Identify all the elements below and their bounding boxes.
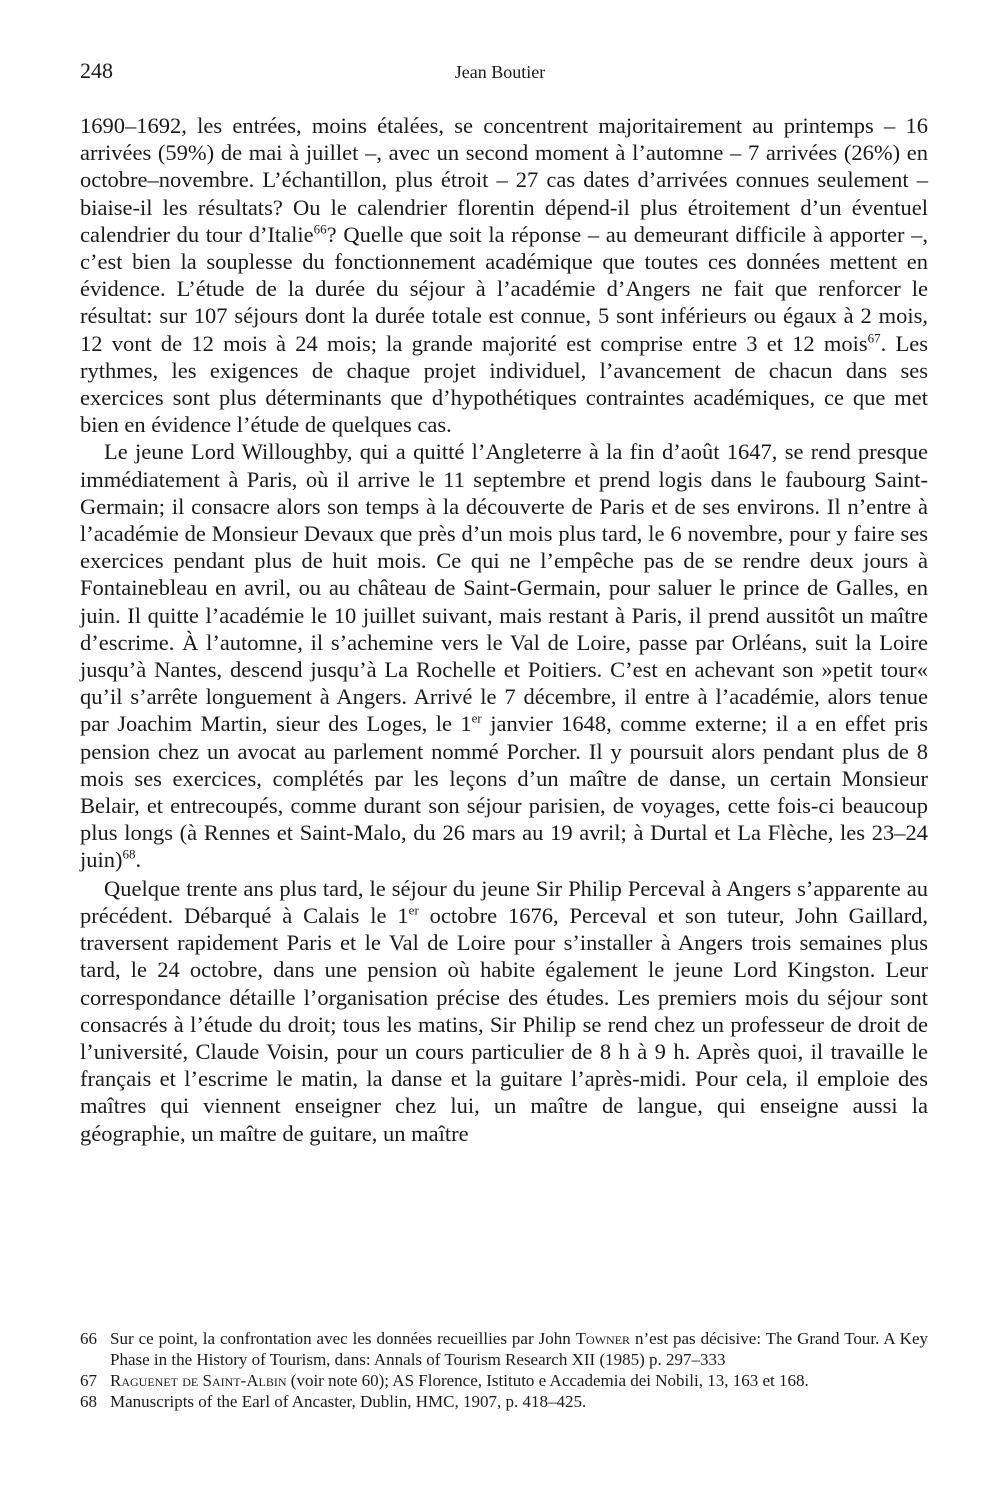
text-run: . Les rythmes, les exigences de chaque projet individuel, l’avancement de chacun dans ses exercices sont plus déterminants que d’hypothétiques contraintes académiques, ce que met bien en évidence l’étude de quelques cas. (80, 330, 928, 438)
paragraph-3 (80, 875, 928, 1147)
author-name: Raguenet de Saint-Albin (110, 1371, 287, 1390)
text-run: janvier 1648, comme externe; il a en effet pris pension chez un avocat au parlement nommé Porcher. Il y poursuit alors pendant plus de 8 mois ses exercices, complétés par les leçons d’un maître de danse, un certain Monsieur Belair, et entrecoupés, comme durant son séjour parisien, de voyages, cette fois-ci beaucoup plus longs (à Rennes et Saint-Malo, du 26 mars au 19 avril; à Durtal et La Flèche, les 23–24 juin) (80, 711, 928, 873)
text-run: Sur ce point, la confrontation avec les données recueillies par John (110, 1329, 576, 1348)
note-reference: 66 (313, 221, 327, 237)
note-reference: 68 (122, 846, 136, 862)
footnote-text (110, 1370, 928, 1391)
text-run: 1690–1692, les entrées, moins étalées, se concentrent majoritairement au printemps – 16 arrivées (59%) de mai à juillet –, avec un second moment à l’automne – 7 arrivées (26%) en octobre–novembre. L’échantillon, plus étroit – 27 cas dates d’arrivées connues seulement – biaise-il les résultats? Ou le calendrier florentin dépend-il plus étroitement d’un éventuel calendrier du tour d’Italie (80, 113, 928, 247)
text-run: Manuscripts of the Earl of Ancaster, Dublin, HMC, 1907, p. 418–425. (110, 1392, 587, 1411)
note-reference: 67 (867, 330, 881, 346)
footnote-68 (80, 1391, 928, 1412)
note-reference: er (408, 902, 419, 918)
page-number: 248 (80, 58, 113, 83)
footnote-number: 66 (80, 1329, 97, 1348)
footnotes (80, 1328, 928, 1412)
footnote-number: 68 (80, 1392, 97, 1411)
footnote-text (110, 1328, 928, 1370)
body-text (80, 112, 928, 1147)
running-head: Jean Boutier (454, 62, 546, 82)
author-name: Towner (575, 1329, 631, 1348)
paragraph-1 (80, 112, 928, 438)
text-run: . (135, 847, 142, 873)
footnote-67 (80, 1370, 928, 1391)
text-run: ? Quelle que soit la réponse – au demeurant difficile à apporter –, c’est bien la souplesse du fonctionnement académique que toutes ces données mettent en évidence. L’étude de la durée du séjour à l’académie d’Angers ne fait que renforcer le résultat: sur 107 séjours dont la durée totale est connue, 5 sont inférieurs ou égaux à 2 mois, 12 vont de 12 mois à 24 mois; la grande majorité est comprise entre 3 et 12 mois (80, 221, 928, 356)
text-run: n’est pas décisive: The Grand Tour. A Key Phase in the History of Tourism, dans: Annals of Tourism Research XII (1985) p. 297–333 (110, 1329, 928, 1369)
text-run: Quelque trente ans plus tard, le séjour du jeune Sir Philip Perceval à Angers s’apparente au précédent. Débarqué à Calais le 1 (80, 875, 928, 928)
text-run: Le jeune Lord Willoughby, qui a quitté l’Angleterre à la fin d’août 1647, se rend presque immédiatement à Paris, où il arrive le 11 septembre et prend logis dans le faubourg Saint-Germain; il consacre alors son temps à la découverte de Paris et de ses environs. Il n’entre à l’académie de Monsieur Devaux que près d’un mois plus tard, le 6 novembre, pour y faire ses exercices pendant plus de huit mois. Ce qui ne l’empêche pas de se rendre deux jours à Fontainebleau en avril, ou au château de Saint-Germain, pour saluer le prince de Galles, en juin. Il quitte l’académie le 10 juillet suivant, mais restant à Paris, il prend aussitôt un maître d’escrime. À l’automne, il s’achemine vers le Val de Loire, passe par Orléans, suit la Loire jusqu’à Nantes, descend jusqu’à La Rochelle et Poitiers. C’est en achevant son »petit tour« qu’il s’arrête longuement à Angers. Arrivé le 7 décembre, il entre à l’académie, alors tenue par Joachim Martin, sieur des Loges, le 1 (80, 439, 928, 737)
footnote-66 (80, 1328, 928, 1370)
text-run: octobre 1676, Perceval et son tuteur, John Gaillard, traversent rapidement Paris et le Val de Loire pour s’installer à Angers trois semaines plus tard, le 24 octobre, dans une pension où habite également le jeune Lord Kingston. Leur correspondance détaille l’organisation précise des études. Les premiers mois du séjour sont consacrés à l’étude du droit; tous les matins, Sir Philip se rend chez un professeur de droit de l’université, Claude Voisin, pour un cours particulier de 8 h à 9 h. Après quoi, il travaille le français et l’escrime le matin, la danse et la guitare l’après-midi. Pour cela, il emploie des maîtres qui viennent enseigner chez lui, un maître de langue, qui enseigne aussi la géographie, un maître de guitare, un maître (80, 902, 928, 1146)
footnote-text (110, 1391, 928, 1412)
text-run: (voir note 60); AS Florence, Istituto e Accademia dei Nobili, 13, 163 et 168. (286, 1371, 809, 1390)
paragraph-2 (80, 438, 928, 873)
footnote-number: 67 (80, 1371, 97, 1390)
note-reference: er (471, 710, 482, 726)
